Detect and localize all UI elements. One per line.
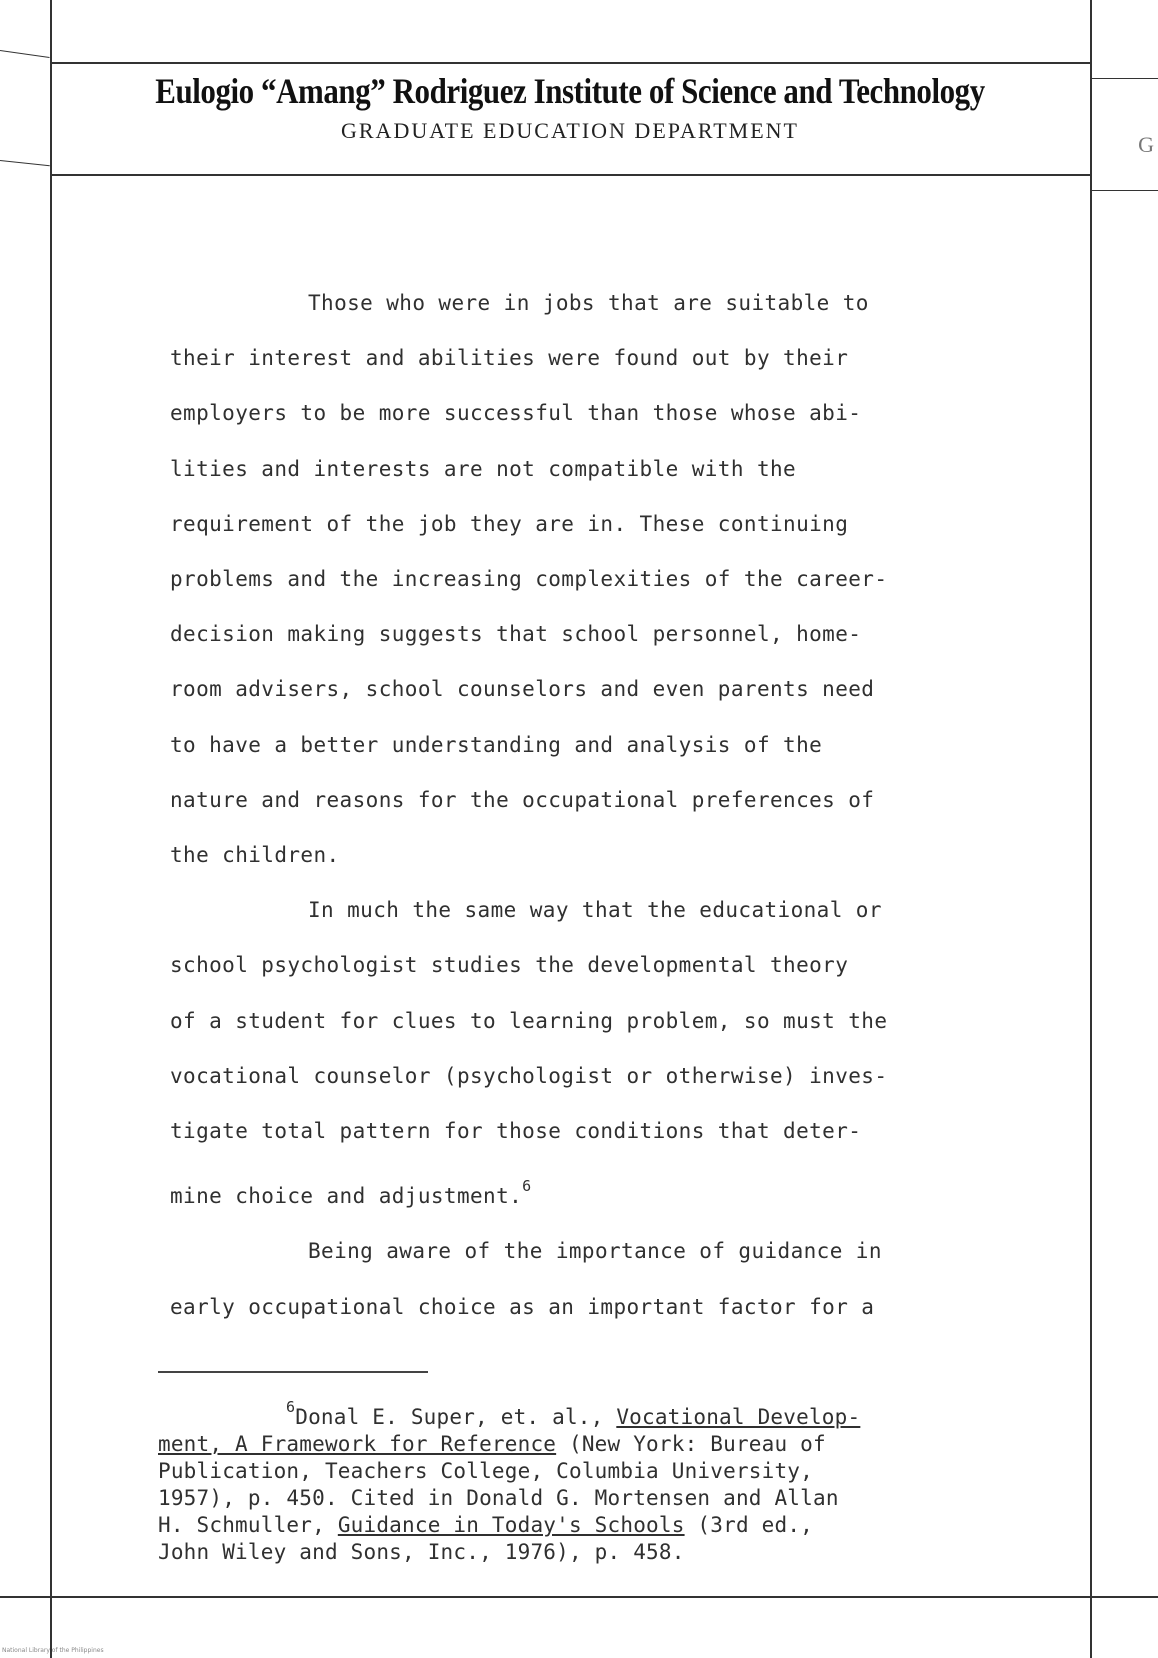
text-line: vocational counselor (psychologist or otherwise) inves-	[170, 1063, 888, 1088]
text-line: the children.	[170, 843, 340, 868]
footnote-separator	[158, 1371, 428, 1373]
book-title: ment, A Framework for Reference	[158, 1432, 557, 1456]
footnote-text: (3rd ed.,	[684, 1513, 814, 1537]
text-line: tigate total pattern for those conditions that deter-	[170, 1119, 862, 1144]
right-margin-rule-top	[1092, 78, 1158, 79]
footnote-text: H. Schmuller,	[158, 1513, 338, 1537]
text-line: school psychologist studies the developmental theory	[170, 953, 849, 978]
text-line: requirement of the job they are in. These continuing	[170, 511, 849, 536]
left-border-line	[50, 0, 52, 1658]
footnote	[158, 1394, 1018, 1566]
book-title: Guidance in Today's Schools	[337, 1513, 685, 1537]
letterhead	[60, 70, 1080, 144]
margin-tick-top	[0, 50, 50, 58]
text-line: their interest and abilities were found out by their	[170, 346, 849, 371]
text-line: problems and the increasing complexities of the career-	[170, 567, 888, 592]
footnote-line: 1957), p. 450. Cited in Donald G. Mortensen and Allan	[158, 1486, 839, 1510]
header-bottom-rule	[52, 174, 1090, 176]
text-line: mine choice and adjustment.	[170, 1184, 523, 1209]
book-title: Vocational Develop-	[616, 1405, 861, 1429]
text-line: decision making suggests that school personnel, home-	[170, 622, 862, 647]
text-line: employers to be more successful than those whose abi-	[170, 401, 862, 426]
institute-name: Eulogio “Amang” Rodriguez Institute of Science and Technology	[155, 71, 985, 111]
footnote-text: Donal E. Super, et. al.,	[295, 1405, 617, 1429]
body-text	[170, 276, 1010, 1335]
text-line: lities and interests are not compatible with the	[170, 456, 797, 481]
paragraph-2	[170, 883, 1010, 1224]
text-line: of a student for clues to learning problem, so must the	[170, 1008, 888, 1033]
margin-tick-lower	[0, 160, 50, 166]
text-line: nature and reasons for the occupational preferences of	[170, 787, 875, 812]
footnote-text: (New York: Bureau of	[556, 1432, 826, 1456]
footer-rule	[0, 1596, 1158, 1598]
text-line: Those who were in jobs that are suitable to	[308, 291, 869, 315]
right-border-line	[1090, 0, 1092, 1658]
paragraph-1	[170, 276, 1010, 883]
footnote-line	[158, 1512, 1018, 1539]
text-line: to have a better understanding and analysis of the	[170, 732, 823, 757]
footnote-line	[158, 1431, 1018, 1458]
text-line-with-ref	[170, 1159, 1010, 1224]
footnote-reference: 6	[522, 1177, 532, 1196]
text-line: early occupational choice as an important factor for a	[170, 1294, 875, 1319]
right-margin-rule-lower	[1092, 190, 1158, 191]
footnote-line	[158, 1394, 1018, 1431]
scan-margin-text: National Library of the Philippines	[2, 1647, 104, 1654]
footnote-line: John Wiley and Sons, Inc., 1976), p. 458.	[158, 1540, 685, 1564]
footnote-line: Publication, Teachers College, Columbia University,	[158, 1459, 813, 1483]
adjacent-page-letter: G	[1138, 132, 1154, 157]
text-line: room advisers, school counselors and even parents need	[170, 677, 875, 702]
footnote-number: 6	[286, 1398, 296, 1416]
paragraph-3	[170, 1224, 1010, 1334]
department-name: GRADUATE EDUCATION DEPARTMENT	[341, 118, 799, 143]
header-top-rule	[52, 62, 1090, 64]
text-line: In much the same way that the educational or	[308, 898, 882, 923]
text-line: Being aware of the importance of guidance in	[308, 1239, 882, 1264]
